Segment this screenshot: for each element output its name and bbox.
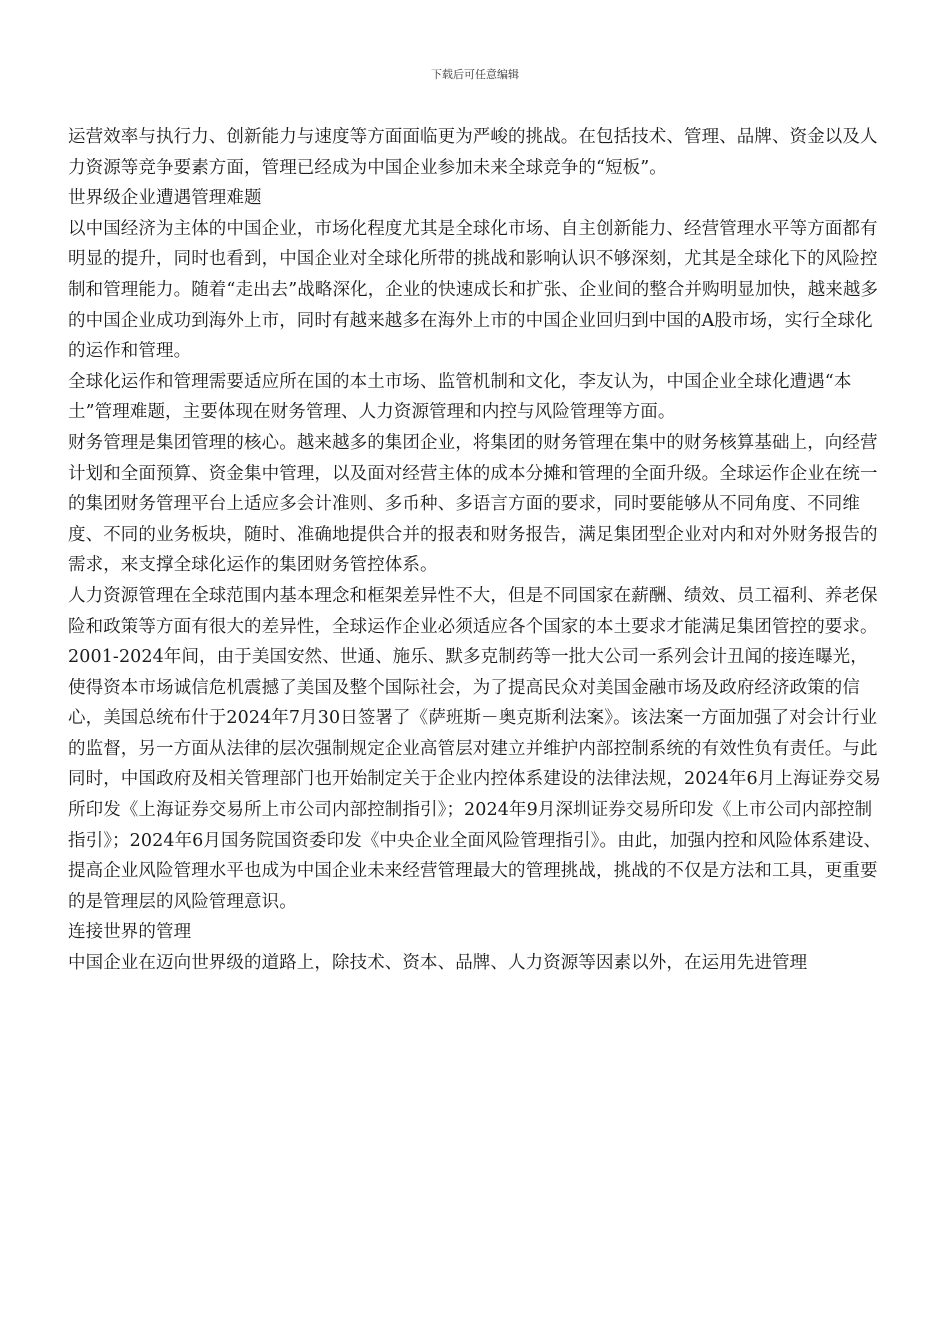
section-heading: 世界级企业遭遇管理难题: [68, 188, 262, 209]
paragraph: 财务管理是集团管理的核心。越来越多的集团企业，将集团的财务管理在集中的财务核算基础上，向经营计划和全面预算、资金集中管理，以及面对经营主体的成本分摊和管理的全面升级。全球运作企业在统一的集团财务管理平台上适应多会计准则、多币种、多语言方面的要求，同时要能够从不同角度、不同维度、不同的业务板块，随时、准确地提供合并的报表和财务报告，满足集团型企业对内和对外财务报告的需求，来支撑全球化运作的集团财务管控体系。: [68, 432, 878, 576]
paragraph: 2001-2024年间，由于美国安然、世通、施乐、默多克制药等一批大公司一系列会计丑闻的接连曝光，使得资本市场诚信危机震撼了美国及整个国际社会，为了提高民众对美国金融市场及政府经济政策的信心，美国总统布什于2024年7月30日签署了《萨班斯－奥克斯利法案》。该法案一方面加强了对会计行业的监督，另一方面从法律的层次强制规定企业高管层对建立并维护内部控制系统的有效性负有责任。与此同时，中国政府及相关管理部门也开始制定关于企业内控体系建设的法律法规，2024年6月上海证券交易所印发《上海证券交易所上市公司内部控制指引》；2024年9月深圳证券交易所印发《上市公司内部控制指引》；2024年6月国务院国资委印发《中央企业全面风险管理指引》。由此，加强内控和风险体系建设、提高企业风险管理水平也成为中国企业未来经营管理最大的管理挑战，挑战的不仅是方法和工具，更重要的是管理层的风险管理意识。: [68, 647, 882, 912]
paragraph: 全球化运作和管理需要适应所在国的本土市场、监管机制和文化，李友认为，中国企业全球化遭遇“本土”管理难题，主要体现在财务管理、人力资源管理和内控与风险管理等方面。: [68, 371, 852, 423]
paragraph: 人力资源管理在全球范围内基本理念和框架差异性不大，但是不同国家在薪酬、绩效、员工福利、养老保险和政策等方面有很大的差异性，全球运作企业必须适应各个国家的本土要求才能满足集团管控的要求。: [68, 585, 878, 637]
section-heading: 连接世界的管理: [68, 922, 192, 943]
paragraph: 以中国经济为主体的中国企业，市场化程度尤其是全球化市场、自主创新能力、经营管理水平等方面都有明显的提升，同时也看到，中国企业对全球化所带的挑战和影响认识不够深刻，尤其是全球化下的风险控制和管理能力。随着“走出去”战略深化，企业的快速成长和扩张、企业间的整合并购明显加快，越来越多的中国企业成功到海外上市，同时有越来越多在海外上市的中国企业回归到中国的A股市场，实行全球化的运作和管理。: [68, 218, 879, 362]
page-header: 下载后可任意编辑: [431, 68, 519, 81]
document-body: [68, 122, 883, 979]
paragraph: 中国企业在迈向世界级的道路上，除技术、资本、品牌、人力资源等因素以外，在运用先进管理: [68, 953, 808, 974]
paragraph: 运营效率与执行力、创新能力与速度等方面面临更为严峻的挑战。在包括技术、管理、品牌、资金以及人力资源等竞争要素方面，管理已经成为中国企业参加未来全球竞争的“短板”。: [68, 127, 878, 178]
